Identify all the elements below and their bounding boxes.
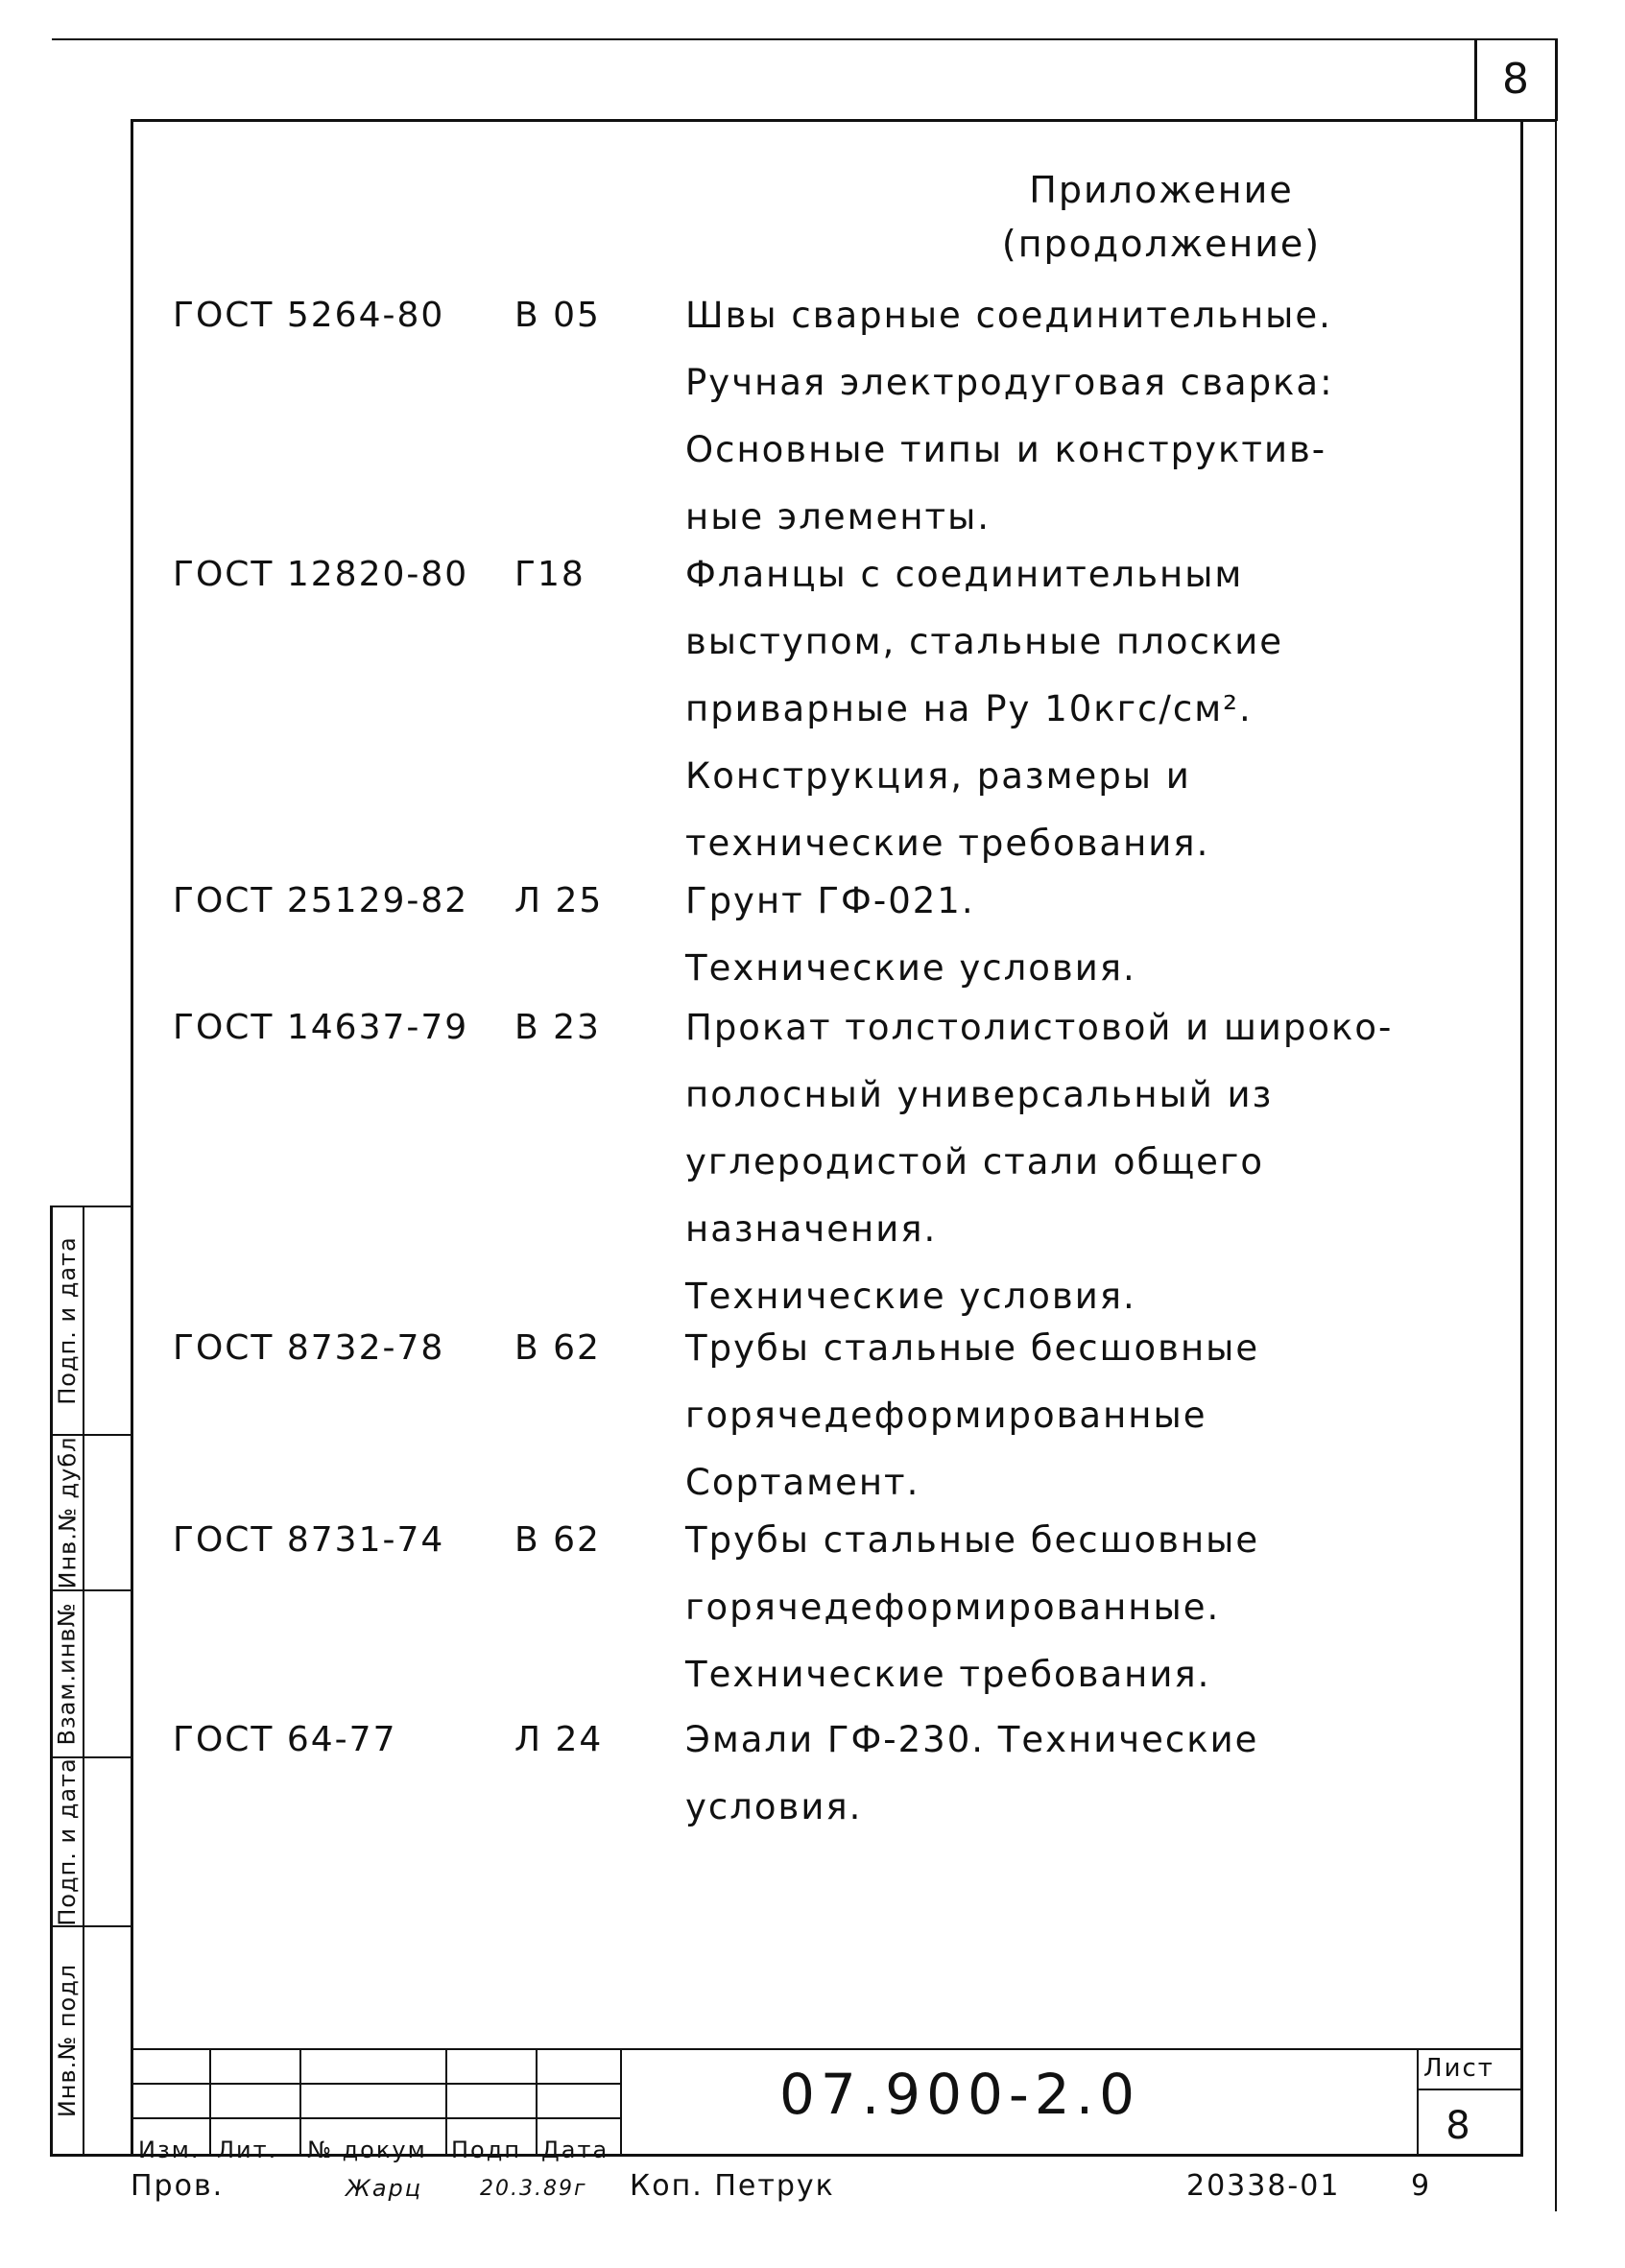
tb-col-line	[445, 2048, 447, 2156]
appendix-heading	[960, 163, 1363, 271]
description-line: условия.	[685, 1786, 863, 1827]
tb-col-line	[299, 2048, 301, 2156]
margin-label: Инв.№ дубл	[54, 1436, 82, 1589]
description-line: углеродистой стали общего	[685, 1141, 1265, 1182]
tb-sheet-line	[1417, 2089, 1522, 2090]
tb-col-line	[209, 2048, 211, 2156]
margin-label: Взам.инв№	[54, 1602, 81, 1746]
description-line: технические требования.	[685, 823, 1210, 864]
tb-col-line	[536, 2048, 538, 2156]
header-signature: Подп	[451, 2137, 522, 2163]
appendix-subtitle: (продолжение)	[1001, 223, 1322, 265]
sheet-number: 8	[1446, 2104, 1472, 2148]
standard-description	[685, 541, 1472, 877]
standard-description	[685, 1507, 1472, 1708]
tb-row-line	[131, 2117, 620, 2119]
standard-code: В 62	[514, 1520, 601, 1560]
standard-ref: ГОСТ 25129-82	[173, 881, 469, 920]
standard-code: Л 25	[514, 881, 604, 920]
description-line: приварные на Ру 10кгс/см².	[685, 688, 1253, 729]
frame-left	[131, 119, 133, 2156]
header-date: Дата	[541, 2137, 609, 2163]
description-line: Технические требования.	[685, 1654, 1211, 1695]
order-number: 20338-01	[1186, 2169, 1341, 2203]
description-line: полосный универсальный из	[685, 1074, 1274, 1115]
standard-code: В 62	[514, 1328, 601, 1368]
standard-ref: ГОСТ 12820-80	[173, 555, 469, 594]
standard-code: В 23	[514, 1008, 601, 1047]
tb-col-line	[1417, 2048, 1419, 2156]
description-line: Трубы стальные бесшовные	[685, 1327, 1260, 1369]
description-line: выступом, стальные плоские	[685, 621, 1284, 662]
standard-code: В 05	[514, 296, 601, 335]
top-rule	[52, 38, 1557, 40]
standard-description	[685, 868, 1472, 1002]
checked-label: Пров.	[131, 2169, 225, 2203]
standard-ref: ГОСТ 5264-80	[173, 296, 445, 335]
document-number: 07.900-2.0	[778, 2062, 1141, 2127]
sheet-label: Лист	[1423, 2054, 1494, 2083]
page-number-top: 8	[1502, 54, 1531, 104]
standard-ref: ГОСТ 14637-79	[173, 1008, 469, 1047]
appendix-title: Приложение	[1029, 169, 1294, 211]
tb-row-line	[131, 2083, 620, 2085]
description-line: Прокат толстолистовой и широко-	[685, 1007, 1394, 1048]
description-line: горячедеформированные.	[685, 1587, 1221, 1628]
standard-code: Л 24	[514, 1720, 604, 1759]
margin-label: Инв.№ подл	[54, 1963, 82, 2118]
description-line: Фланцы с соединительным	[685, 554, 1244, 595]
margin-label: Подп. и дата	[54, 1236, 81, 1405]
signature: Жарц	[346, 2175, 423, 2202]
copied-by: Коп. Петрук	[630, 2169, 835, 2203]
standard-ref: ГОСТ 8731-74	[173, 1520, 445, 1560]
description-line: ные элементы.	[685, 496, 992, 537]
standard-ref: ГОСТ 64-77	[173, 1720, 397, 1759]
header-change: Изм.	[138, 2137, 201, 2163]
description-line: Грунт ГФ-021.	[685, 880, 975, 921]
description-line: назначения.	[685, 1208, 938, 1250]
sign-date: 20.3.89г	[480, 2177, 587, 2201]
margin-label: Подп. и дата	[54, 1757, 81, 1926]
standard-description	[685, 1315, 1472, 1516]
frame-top	[131, 119, 1557, 122]
frame-right	[1520, 119, 1523, 2156]
header-document: № докум	[307, 2137, 427, 2163]
description-line: Сортамент.	[685, 1462, 920, 1503]
standard-ref: ГОСТ 8732-78	[173, 1328, 445, 1368]
header-letter: Лит.	[217, 2137, 278, 2163]
description-line: Трубы стальные бесшовные	[685, 1519, 1260, 1561]
description-line: Основные типы и конструктив-	[685, 429, 1327, 470]
standard-code: Г18	[514, 555, 585, 594]
description-line: Технические условия.	[685, 947, 1136, 989]
outer-right	[1555, 119, 1557, 2211]
standard-description	[685, 282, 1472, 551]
tb-col-line	[620, 2048, 622, 2156]
tb-top-line	[131, 2048, 1523, 2050]
standard-description	[685, 1707, 1472, 1841]
standard-description	[685, 994, 1472, 1330]
footer-sheet: 9	[1411, 2169, 1432, 2203]
description-line: Технические условия.	[685, 1276, 1136, 1317]
description-line: Конструкция, размеры и	[685, 755, 1191, 797]
description-line: Швы сварные соединительные.	[685, 295, 1332, 336]
description-line: горячедеформированные	[685, 1395, 1207, 1436]
description-line: Эмали ГФ-230. Технические	[685, 1719, 1259, 1760]
description-line: Ручная электродуговая сварка:	[685, 362, 1334, 403]
